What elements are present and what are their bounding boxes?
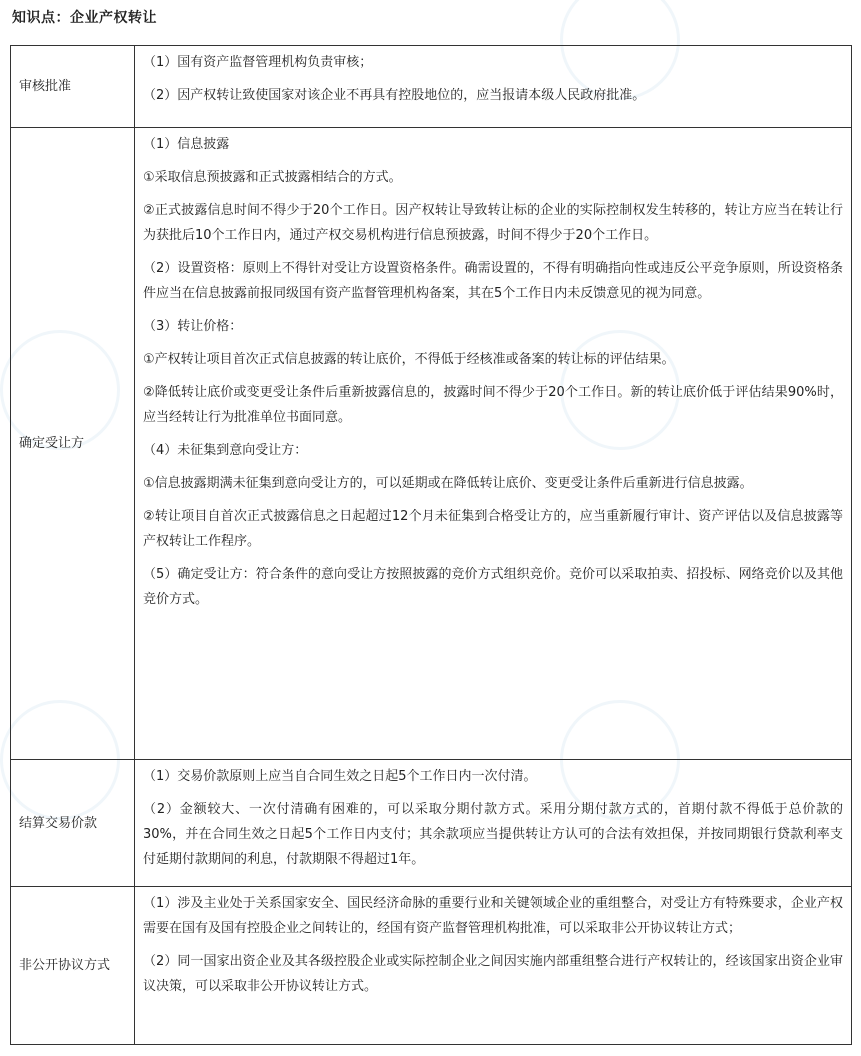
category-cell xyxy=(11,46,135,128)
paragraph: （1）国有资产监督管理机构负责审核； xyxy=(143,55,373,70)
category-cell xyxy=(11,128,135,760)
paragraph: ①产权转让项目首次正式信息披露的转让底价，不得低于经核准或备案的转让标的评估结果。 xyxy=(143,352,675,367)
category-label: 非公开协议方式 xyxy=(19,958,111,973)
category-cell xyxy=(11,887,135,1045)
content-cell xyxy=(135,760,852,887)
paragraph: （2）因产权转让致使国家对该企业不再具有控股地位的，应当报请本级人民政府批准。 xyxy=(143,88,646,103)
content-cell xyxy=(135,128,852,760)
paragraph: （4）未征集到意向受让方： xyxy=(143,443,308,458)
paragraph: （2）同一国家出资企业及其各级控股企业或实际控制企业之间因实施内部重组整合进行产权转让的，经该国家出资企业审议决策，可以采取非公开协议转让方式。 xyxy=(143,954,843,994)
paragraph: （1）交易价款原则上应当自合同生效之日起5个工作日内一次付清。 xyxy=(143,769,537,784)
paragraph: （3）转让价格： xyxy=(143,319,243,334)
paragraph: （1）信息披露 xyxy=(143,137,230,152)
paragraph: （5）确定受让方：符合条件的意向受让方按照披露的竞价方式组织竞价。竞价可以采取拍卖、招投标、网络竞价以及其他竞价方式。 xyxy=(143,567,843,607)
paragraph: ②转让项目自首次正式披露信息之日起超过12个月未征集到合格受让方的，应当重新履行审计、资产评估以及信息披露等产权转让工作程序。 xyxy=(143,509,843,549)
paragraph: （1）涉及主业处于关系国家安全、国民经济命脉的重要行业和关键领域企业的重组整合，对受让方有特殊要求，企业产权需要在国有及国有控股企业之间转让的，经国有资产监督管理机构批准，可以采取非公开协议转让方式； xyxy=(143,896,843,936)
page-title: 知识点：企业产权转让 xyxy=(12,10,157,26)
paragraph: （2）设置资格：原则上不得针对受让方设置资格条件。确需设置的，不得有明确指向性或违反公平竞争原则，所设资格条件应当在信息披露前报同级国有资产监督管理机构备案，其在5个工作日内未反馈意见的视为同意。 xyxy=(143,261,843,301)
table-row xyxy=(11,128,852,760)
table-row xyxy=(11,46,852,128)
category-label: 确定受让方 xyxy=(19,436,85,451)
knowledge-table xyxy=(10,45,852,1045)
table-row xyxy=(11,760,852,887)
paragraph: ①信息披露期满未征集到意向受让方的，可以延期或在降低转让底价、变更受让条件后重新进行信息披露。 xyxy=(143,476,753,491)
paragraph: （2）金额较大、一次付清确有困难的，可以采取分期付款方式。采用分期付款方式的，首期付款不得低于总价款的30%，并在合同生效之日起5个工作日内支付；其余款项应当提供转让方认可的合法有效担保，并按同期银行贷款利率支付延期付款期间的利息，付款期限不得超过1年。 xyxy=(143,802,843,867)
table-row xyxy=(11,887,852,1045)
category-label: 结算交易价款 xyxy=(19,815,98,831)
category-label: 审核批准 xyxy=(19,79,72,94)
content-cell xyxy=(135,887,852,1045)
paragraph: ①采取信息预披露和正式披露相结合的方式。 xyxy=(143,170,402,185)
paragraph: ②降低转让底价或变更受让条件后重新披露信息的，披露时间不得少于20个工作日。新的转让底价低于评估结果90%时，应当经转让行为批准单位书面同意。 xyxy=(143,385,843,425)
category-cell xyxy=(11,760,135,887)
paragraph: ②正式披露信息时间不得少于20个工作日。因产权转让导致转让标的企业的实际控制权发生转移的，转让方应当在转让行为获批后10个工作日内，通过产权交易机构进行信息预披露，时间不得少于20个工作日。 xyxy=(143,203,843,243)
content-cell xyxy=(135,46,852,128)
